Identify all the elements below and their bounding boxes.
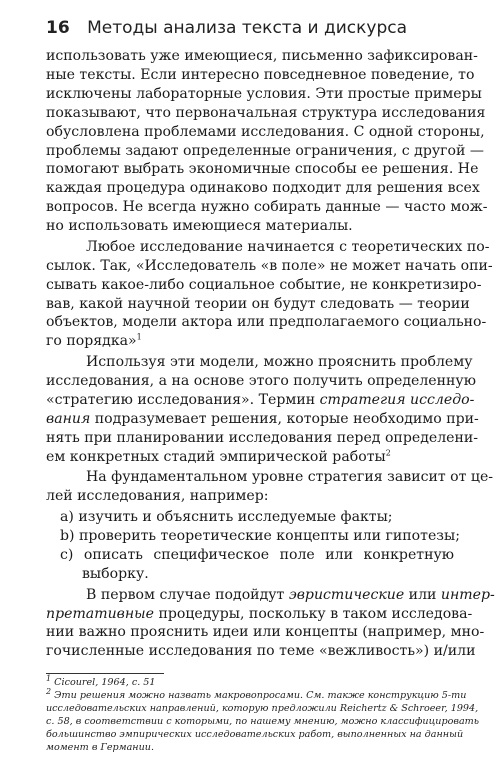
text-line: нять при планировании исследования перед определени- bbox=[46, 430, 479, 446]
text-line: сывать какое-либо социальное событие, не конкретизиро- bbox=[46, 277, 482, 293]
list-item: b) проверить теоретические концепты или гипотезы; bbox=[60, 528, 460, 544]
text-line: гочисленные исследования по теме «вежливость») и/или bbox=[46, 643, 476, 659]
running-header bbox=[46, 18, 407, 38]
footnote-ref: 1 bbox=[136, 332, 142, 342]
text-line: показывают, что первоначальная структура исследования bbox=[46, 105, 486, 121]
footnote-2-line: большинство эмпирических исследовательских работ, выполненных на данный bbox=[46, 729, 464, 740]
text-line: нии важно прояснить идеи или концепты (например, мно- bbox=[46, 624, 485, 640]
term-emphasis: вания bbox=[46, 411, 91, 427]
text-line: вопросов. Не всегда нужно собирать данные — часто мож- bbox=[46, 199, 488, 215]
text-line: го порядка»$^1$ bbox=[46, 332, 142, 349]
text-line: «стратегию исследования». Термин стратегия исследо- bbox=[46, 392, 475, 408]
page-number: 16 bbox=[46, 18, 70, 38]
term-emphasis: эвристические bbox=[288, 587, 405, 603]
text-line: объектов, модели актора или предполагаемого социально- bbox=[46, 314, 487, 330]
text-line: помогают выбрать экономичные способы ее решения. Не bbox=[46, 161, 479, 177]
footnote-rule bbox=[46, 673, 164, 674]
text-line: ные тексты. Если интересно повседневное поведение, то bbox=[46, 67, 475, 83]
term-emphasis: претативные bbox=[46, 606, 154, 622]
text-line: претативные процедуры, поскольку в таком исследова- bbox=[46, 606, 473, 622]
text-line: лей исследования, например: bbox=[46, 488, 269, 504]
text-line: но использовать имеющиеся материалы. bbox=[46, 218, 353, 234]
text-line: сылок. Так, «Исследователь «в поле» не может начать опи- bbox=[46, 258, 493, 274]
chapter-title: Методы анализа текста и дискурса bbox=[87, 18, 407, 38]
text-line: ем конкретных стадий эмпирической работы$^2$ bbox=[46, 448, 391, 465]
text-line: Любое исследование начинается с теоретических по- bbox=[86, 239, 490, 255]
text-line: На фундаментальном уровне стратегия зависит от це- bbox=[86, 469, 494, 485]
term-emphasis: стратегия исследо- bbox=[319, 392, 475, 408]
term-emphasis: интер- bbox=[440, 587, 495, 603]
footnote-1: $^1$ Cicourel, 1964, с. 51 bbox=[46, 673, 156, 688]
footnote-2: $^2$ Эти решения можно назвать макровопросами. См. также конструкцию 5-ти bbox=[46, 686, 467, 701]
list-item: a) изучить и объяснить исследуемые факты; bbox=[60, 509, 393, 525]
footnote-2-line: момент в Германии. bbox=[46, 742, 155, 753]
text-line: проблемы задают определенные ограничения, с другой — bbox=[46, 143, 485, 159]
footnote-ref: 2 bbox=[385, 448, 391, 458]
text-line: каждая процедура одинаково подходит для решения всех bbox=[46, 180, 480, 196]
text-line: вав, какой научной теории он будут следовать — теории bbox=[46, 296, 470, 312]
text-line: исследования, а на основе этого получить определенную bbox=[46, 373, 476, 389]
list-item: c) описать специфическое поле или конкретную bbox=[60, 547, 455, 563]
text-line: вания подразумевает решения, которые необходимо при- bbox=[46, 411, 479, 427]
footnote-2-line: с. 58, в соответствии с которыми, по нашему мнению, можно классифицировать bbox=[46, 716, 479, 727]
text-line: В первом случае подойдут эвристические или интер- bbox=[86, 587, 495, 603]
text-line: Используя эти модели, можно прояснить проблему bbox=[86, 354, 473, 370]
list-item-continuation: выборку. bbox=[82, 566, 149, 582]
footnote-2-line: исследовательских направлений, которую предложили Reichertz & Schroeer, 1994, bbox=[46, 703, 479, 714]
text-line: исключены лабораторные условия. Эти простые примеры bbox=[46, 86, 482, 102]
text-line: обусловлена проблемами исследования. С одной стороны, bbox=[46, 124, 485, 140]
text-line: использовать уже имеющиеся, письменно зафиксирован- bbox=[46, 48, 478, 64]
